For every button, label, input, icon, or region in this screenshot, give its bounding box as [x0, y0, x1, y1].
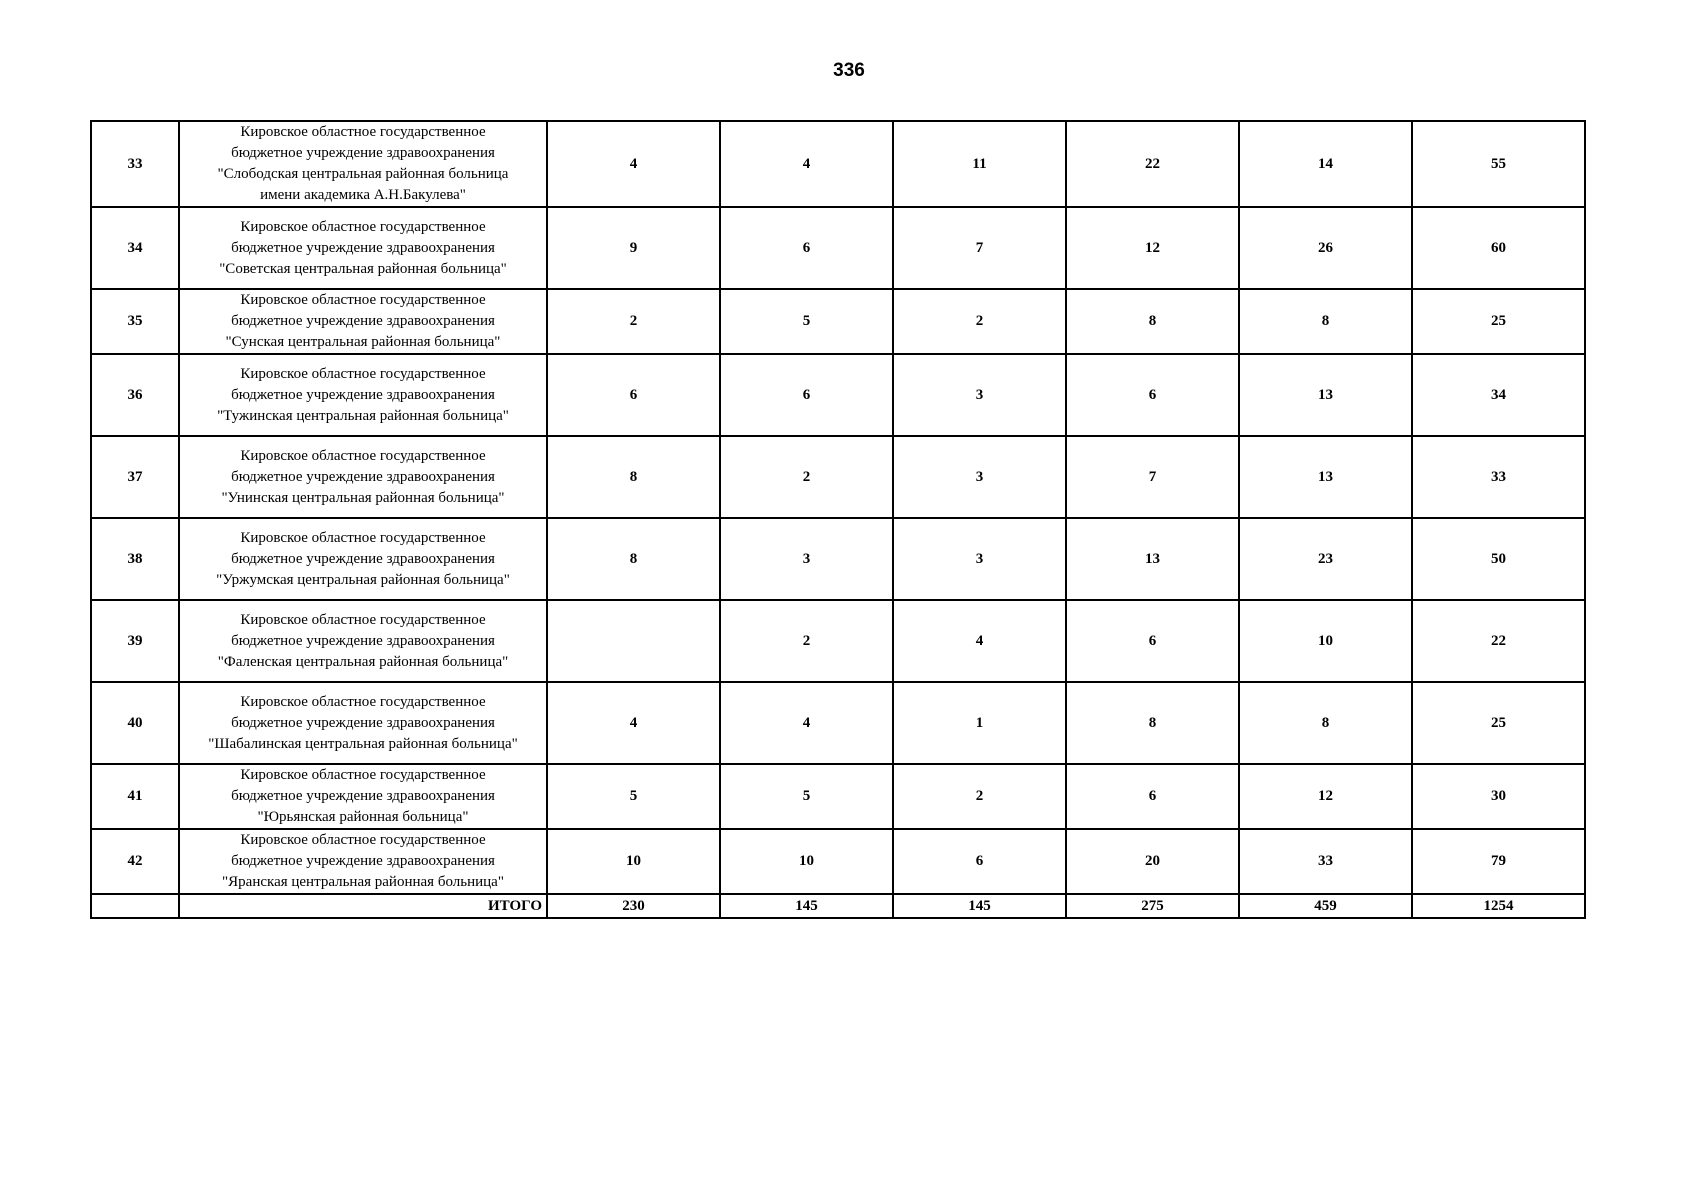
institution-name — [179, 682, 547, 764]
value-cell: 34 — [1412, 354, 1585, 436]
value-cell: 3 — [720, 518, 893, 600]
value-cell: 12 — [1066, 207, 1239, 289]
value-cell: 6 — [893, 829, 1066, 894]
row-number: 37 — [91, 436, 179, 518]
table-row — [91, 354, 1585, 436]
value-cell: 13 — [1066, 518, 1239, 600]
institution-name-line: Кировское областное государственное — [240, 365, 486, 382]
total-value-cell: 145 — [893, 894, 1066, 918]
institution-name-line: бюджетное учреждение здравоохранения — [231, 386, 495, 403]
table-row — [91, 764, 1585, 829]
institution-name-line: бюджетное учреждение здравоохранения — [231, 788, 495, 804]
value-cell: 6 — [720, 354, 893, 436]
institution-name — [179, 518, 547, 600]
institution-name-line: бюджетное учреждение здравоохранения — [231, 550, 495, 567]
value-cell: 8 — [1239, 289, 1412, 354]
institution-name-line: бюджетное учреждение здравоохранения — [231, 468, 495, 485]
table-row — [91, 518, 1585, 600]
value-cell: 9 — [547, 207, 720, 289]
value-cell: 79 — [1412, 829, 1585, 894]
institution-name-line: Кировское областное государственное — [240, 767, 486, 783]
value-cell: 6 — [1066, 764, 1239, 829]
value-cell: 25 — [1412, 682, 1585, 764]
value-cell: 13 — [1239, 354, 1412, 436]
value-cell: 6 — [547, 354, 720, 436]
value-cell — [547, 600, 720, 682]
value-cell: 4 — [547, 121, 720, 207]
institution-name — [179, 829, 547, 894]
institution-name-line: "Шабалинская центральная районная больница" — [208, 735, 518, 752]
institution-name — [179, 121, 547, 207]
value-cell: 4 — [720, 682, 893, 764]
institution-name-line: Кировское областное государственное — [240, 693, 486, 710]
value-cell: 5 — [720, 764, 893, 829]
institution-name-line: Кировское областное государственное — [240, 447, 486, 464]
total-value-cell: 145 — [720, 894, 893, 918]
institution-name-line: "Унинская центральная районная больница" — [221, 489, 505, 506]
institution-name-line: "Уржумская центральная районная больница" — [216, 571, 510, 588]
row-number: 36 — [91, 354, 179, 436]
table-row — [91, 121, 1585, 207]
institution-name-line: Кировское областное государственное — [240, 611, 486, 628]
institution-name — [179, 289, 547, 354]
value-cell: 8 — [1066, 289, 1239, 354]
institution-name — [179, 764, 547, 829]
institution-name-line: Кировское областное государственное — [240, 124, 486, 140]
institution-name-line: Кировское областное государственное — [240, 832, 486, 848]
value-cell: 6 — [1066, 354, 1239, 436]
total-label: ИТОГО — [179, 894, 547, 918]
value-cell: 2 — [893, 289, 1066, 354]
value-cell: 25 — [1412, 289, 1585, 354]
value-cell: 10 — [1239, 600, 1412, 682]
table-row — [91, 436, 1585, 518]
institution-name-line: "Советская центральная районная больница" — [219, 260, 507, 277]
institution-name-line: "Сунская центральная районная больница" — [225, 334, 501, 350]
total-value-cell: 275 — [1066, 894, 1239, 918]
value-cell: 7 — [1066, 436, 1239, 518]
value-cell: 20 — [1066, 829, 1239, 894]
table-row — [91, 829, 1585, 894]
value-cell: 26 — [1239, 207, 1412, 289]
value-cell: 4 — [547, 682, 720, 764]
total-value-cell: 230 — [547, 894, 720, 918]
table-row — [91, 289, 1585, 354]
value-cell: 3 — [893, 354, 1066, 436]
institution-name-line: "Тужинская центральная районная больница" — [217, 407, 509, 424]
institution-name — [179, 354, 547, 436]
value-cell: 3 — [893, 436, 1066, 518]
total-empty-cell — [91, 894, 179, 918]
value-cell: 2 — [720, 600, 893, 682]
institution-name-line: бюджетное учреждение здравоохранения — [231, 714, 495, 731]
institution-name-line: бюджетное учреждение здравоохранения — [231, 145, 495, 161]
value-cell: 5 — [547, 764, 720, 829]
value-cell: 13 — [1239, 436, 1412, 518]
value-cell: 10 — [720, 829, 893, 894]
table-row — [91, 600, 1585, 682]
row-number: 33 — [91, 121, 179, 207]
total-value-cell: 459 — [1239, 894, 1412, 918]
value-cell: 22 — [1412, 600, 1585, 682]
value-cell: 33 — [1239, 829, 1412, 894]
row-number: 38 — [91, 518, 179, 600]
row-number: 35 — [91, 289, 179, 354]
value-cell: 14 — [1239, 121, 1412, 207]
value-cell: 8 — [1066, 682, 1239, 764]
value-cell: 4 — [720, 121, 893, 207]
value-cell: 2 — [720, 436, 893, 518]
value-cell: 6 — [720, 207, 893, 289]
value-cell: 1 — [893, 682, 1066, 764]
institution-name-line: бюджетное учреждение здравоохранения — [231, 632, 495, 649]
institution-name-line: "Фаленская центральная районная больница" — [217, 653, 509, 670]
institution-name-line: бюджетное учреждение здравоохранения — [231, 239, 495, 256]
value-cell: 11 — [893, 121, 1066, 207]
table-row — [91, 207, 1585, 289]
value-cell: 2 — [893, 764, 1066, 829]
value-cell: 6 — [1066, 600, 1239, 682]
total-row — [91, 894, 1585, 918]
table-row — [91, 682, 1585, 764]
value-cell: 8 — [1239, 682, 1412, 764]
value-cell: 2 — [547, 289, 720, 354]
value-cell: 5 — [720, 289, 893, 354]
value-cell: 50 — [1412, 518, 1585, 600]
table-body — [91, 121, 1585, 918]
hospital-table — [90, 120, 1586, 919]
value-cell: 8 — [547, 518, 720, 600]
value-cell: 10 — [547, 829, 720, 894]
total-value-cell: 1254 — [1412, 894, 1585, 918]
institution-name-line: бюджетное учреждение здравоохранения — [231, 853, 495, 869]
institution-name-line: Кировское областное государственное — [240, 292, 486, 308]
value-cell: 60 — [1412, 207, 1585, 289]
institution-name-line: бюджетное учреждение здравоохранения — [231, 313, 495, 329]
institution-name — [179, 207, 547, 289]
row-number: 34 — [91, 207, 179, 289]
institution-name — [179, 600, 547, 682]
row-number: 42 — [91, 829, 179, 894]
value-cell: 23 — [1239, 518, 1412, 600]
institution-name-line: имени академика А.Н.Бакулева" — [260, 187, 466, 203]
institution-name-line: Кировское областное государственное — [240, 529, 486, 546]
value-cell: 33 — [1412, 436, 1585, 518]
institution-name-line: "Яранская центральная районная больница" — [222, 874, 504, 890]
value-cell: 12 — [1239, 764, 1412, 829]
page-number: 336 — [833, 60, 865, 81]
value-cell: 4 — [893, 600, 1066, 682]
institution-name-line: Кировское областное государственное — [240, 218, 486, 235]
row-number: 40 — [91, 682, 179, 764]
value-cell: 8 — [547, 436, 720, 518]
institution-name-line: "Слободская центральная районная больница — [217, 166, 509, 182]
institution-name-line: "Юрьянская районная больница" — [257, 809, 469, 825]
row-number: 39 — [91, 600, 179, 682]
value-cell: 30 — [1412, 764, 1585, 829]
value-cell: 22 — [1066, 121, 1239, 207]
value-cell: 55 — [1412, 121, 1585, 207]
value-cell: 7 — [893, 207, 1066, 289]
row-number: 41 — [91, 764, 179, 829]
value-cell: 3 — [893, 518, 1066, 600]
institution-name — [179, 436, 547, 518]
